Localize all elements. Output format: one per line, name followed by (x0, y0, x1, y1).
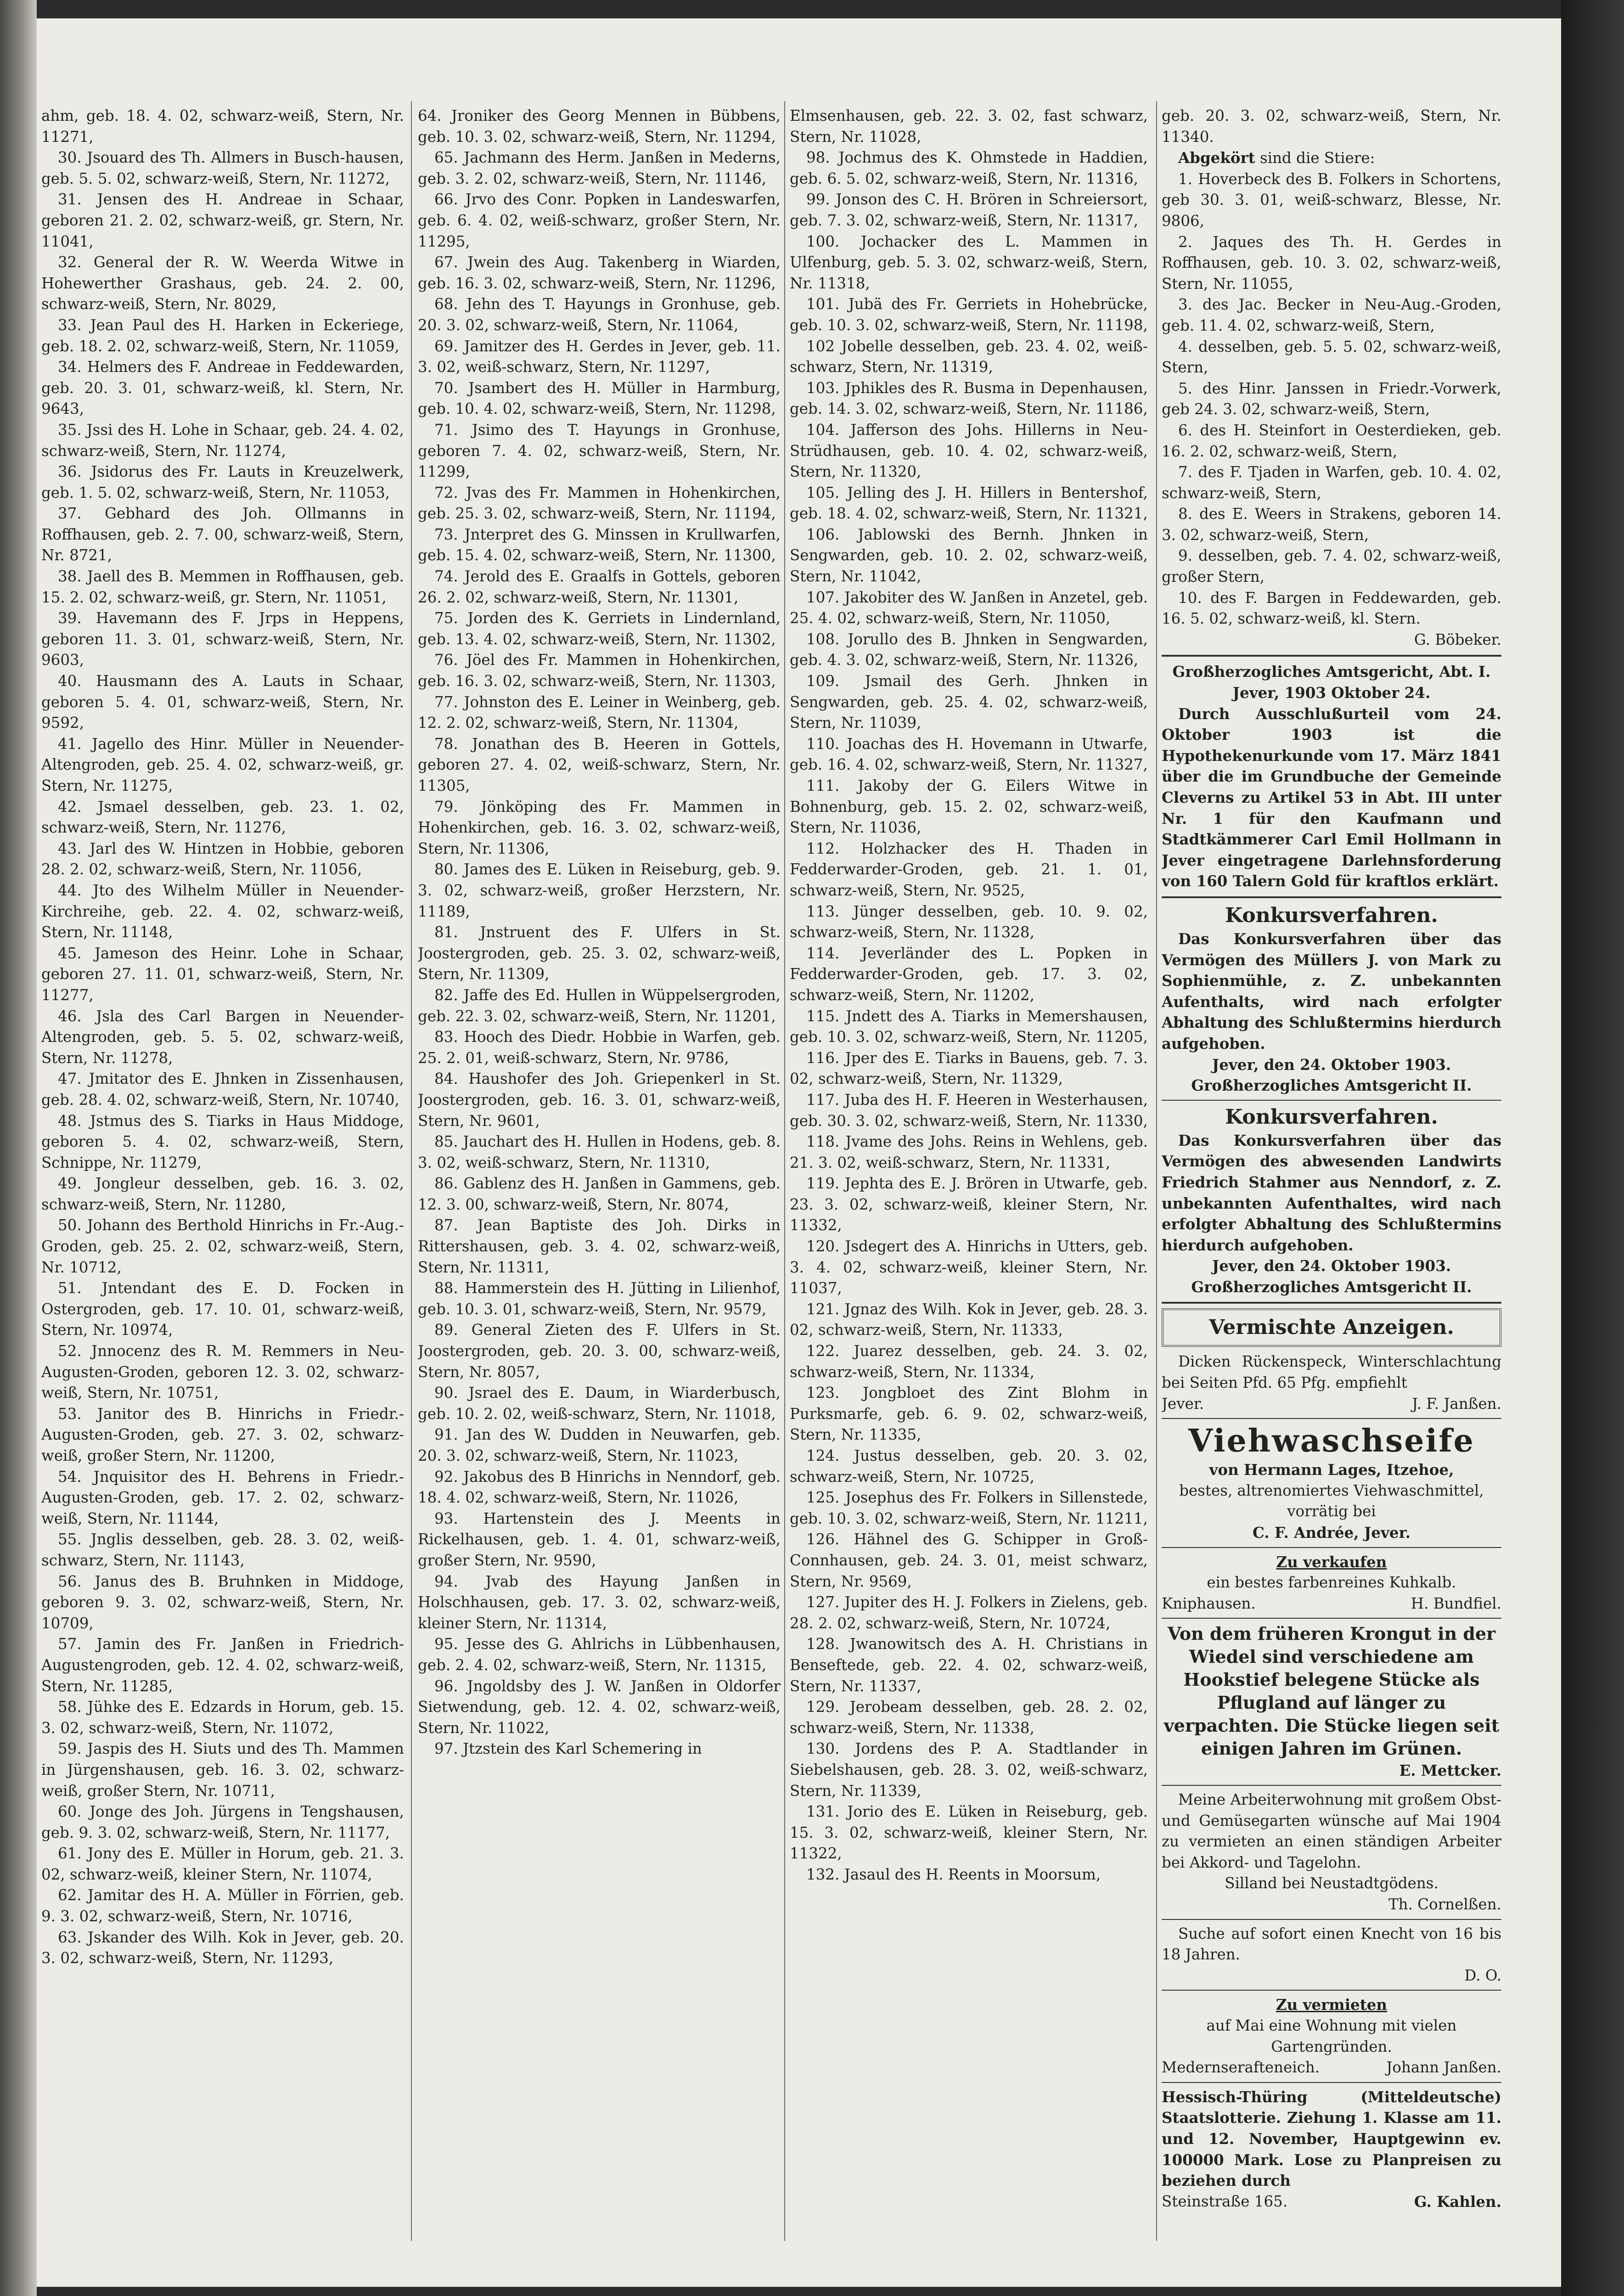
divider (1162, 1919, 1501, 1920)
list-item: 93. Hartenstein des J. Meents in Rickelhausen, geb. 1. 4. 01, schwarz-weiß, großer Stern, Nr. 9590, (418, 1509, 781, 1569)
list-item: 92. Jakobus des B Hinrichs in Nenndorf, geb. 18. 4. 02, schwarz-weiß, Stern, Nr. 11026, (418, 1468, 781, 1507)
list-item: 36. Jsidorus des Fr. Lauts in Kreuzelwerk, geb. 1. 5. 02, schwarz-weiß, Stern, Nr. 11053, (41, 463, 404, 501)
list-item: 52. Jnnocenz des R. M. Remmers in Neu-Augusten-Groden, geboren 12. 3. 02, schwarz-weiß, Stern, Nr. 10751, (41, 1342, 404, 1402)
list-item: 114. Jeverländer des L. Popken in Fedderwarder-Groden, geb. 17. 3. 02, schwarz-weiß, Stern, Nr. 11202, (790, 944, 1148, 1004)
list-item: 106. Jablowski des Bernh. Jhnken in Sengwarden, geb. 10. 2. 02, schwarz-weiß, Stern, Nr. 11042, (790, 525, 1148, 585)
list-item: 65. Jachmann des Herm. Janßen in Mederns, geb. 3. 2. 02, schwarz-weiß, Stern, Nr. 11146, (418, 149, 781, 187)
list-item: 116. Jper des E. Tiarks in Bauens, geb. 7. 3. 02, schwarz-weiß, Stern, Nr. 11329, (790, 1049, 1148, 1088)
list-item: 87. Jean Baptiste des Joh. Dirks in Rittershausen, geb. 3. 4. 02, schwarz-weiß, Stern, Nr. 11311, (418, 1216, 781, 1276)
list-item: Elmsenhausen, geb. 22. 3. 02, fast schwarz, Stern, Nr. 11028, (790, 107, 1148, 146)
konkurs-text: Das Konkursverfahren über das Vermögen des Müllers J. von Mark zu Sophienmühle, z. Z. unbekannten Aufenthalts, wird nach erfolgter Abhaltung des Schlußtermins hierdurch aufgehoben. (1162, 929, 1501, 1052)
list-item: 59. Jaspis des H. Siuts und des Th. Mammen in Jürgenshausen, geb. 16. 3. 02, schwarz-weiß, großer Stern, Nr. 10711, (41, 1740, 404, 1800)
column-rule (784, 101, 785, 2241)
list-item: 5. des Hinr. Janssen in Friedr.-Vorwerk, geb 24. 3. 02, schwarz-weiß, Stern, (1162, 379, 1501, 418)
list-item: 2. Jaques des Th. H. Gerdes in Roffhausen, geb. 10. 3. 02, schwarz-weiß, Stern, Nr. 11055, (1162, 233, 1501, 293)
column-3 (790, 106, 1148, 2236)
list-item: 77. Johnston des E. Leiner in Weinberg, geb. 12. 2. 02, schwarz-weiß, Stern, Nr. 11304, (418, 693, 781, 732)
list-item: 66. Jrvo des Conr. Popken in Landeswarfen, geb. 6. 4. 02, weiß-schwarz, großer Stern, Nr. 11295, (418, 191, 781, 250)
arbeiter-ad: Meine Arbeiterwohnung mit großem Obst- und Gemüsegarten wünsche auf Mai 1904 zu vermieten an einen ständigen Arbeiter bei Akkord- und Tagelohn. (1162, 1791, 1501, 1871)
divider (1162, 1618, 1501, 1619)
divider (1162, 1547, 1501, 1548)
verkaufen-footer (1162, 1593, 1501, 1615)
list-item: 115. Jndett des A. Tiarks in Memershausen, geb. 10. 3. 02, schwarz-weiß, Stern, Nr. 11205, (790, 1007, 1148, 1046)
list-item: 1. Hoverbeck des B. Folkers in Schortens, geb 30. 3. 01, weiß-schwarz, Blesse, Nr. 9806, (1162, 170, 1501, 230)
list-item: 54. Jnquisitor des H. Behrens in Friedr.-Augusten-Groden, geb. 17. 2. 02, schwarz-weiß, Stern, Nr. 11144, (41, 1468, 404, 1527)
vermieten-footer (1162, 2057, 1501, 2078)
konkurs-heading: Konkursverfahren. (1225, 903, 1438, 927)
entry-continuation: geb. 20. 3. 02, schwarz-weiß, Stern, Nr. 11340. (1162, 107, 1501, 146)
list-item: 128. Jwanowitsch des A. H. Christians in Benseftede, geb. 22. 4. 02, schwarz-weiß, Stern, Nr. 11337, (790, 1635, 1148, 1695)
list-item: 124. Justus desselben, geb. 20. 3. 02, schwarz-weiß, Stern, Nr. 10725, (790, 1447, 1148, 1486)
lotterie-place: Steinstraße 165. (1162, 2192, 1288, 2210)
list-item: 101. Jubä des Fr. Gerriets in Hohebrücke, geb. 10. 3. 02, schwarz-weiß, Stern, Nr. 11198, (790, 295, 1148, 334)
speck-footer (1162, 1394, 1501, 1415)
column-4 (1162, 106, 1501, 2236)
list-item: 43. Jarl des W. Hintzen in Hobbie, geboren 28. 2. 02, schwarz-weiß, Stern, Nr. 11056, (41, 839, 404, 878)
list-item: 71. Jsimo des T. Hayungs in Gronhuse, geboren 7. 4. 02, schwarz-weiß, Stern, Nr. 11299, (418, 421, 781, 481)
list-item: 58. Jühke des E. Edzards in Horum, geb. 15. 3. 02, schwarz-weiß, Stern, Nr. 11072, (41, 1698, 404, 1737)
list-item: 81. Jnstruent des F. Ulfers in St. Joostergroden, geb. 25. 3. 02, schwarz-weiß, Stern, Nr. 11309, (418, 923, 781, 983)
divider (1162, 655, 1501, 657)
list-item: 109. Jsmail des Gerh. Jhnken in Sengwarden, geb. 25. 4. 02, schwarz-weiß, Stern, Nr. 11039, (790, 672, 1148, 732)
list-item: 99. Jonson des C. H. Brören in Schreiersort, geb. 7. 3. 02, schwarz-weiß, Stern, Nr. 11317, (790, 191, 1148, 229)
divider (1162, 896, 1501, 898)
list-item: 32. General der R. W. Weerda Witwe in Hohewerther Grashaus, geb. 24. 2. 00, schwarz-weiß, Stern, Nr. 8029, (41, 253, 404, 313)
list-item: 35. Jssi des H. Lohe in Schaar, geb. 24. 4. 02, schwarz-weiß, Stern, Nr. 11274, (41, 421, 404, 460)
list-item: 117. Juba des H. F. Heeren in Westerhausen, geb. 30. 3. 02, schwarz-weiß, Stern, Nr. 11330, (790, 1091, 1148, 1130)
list-item: 84. Haushofer des Joh. Griepenkerl in St. Joostergroden, geb. 16. 3. 01, schwarz-weiß, Stern, Nr. 9601, (418, 1070, 781, 1130)
list-item: 80. James des E. Lüken in Reiseburg, geb. 9. 3. 02, schwarz-weiß, großer Herzstern, Nr. 11189, (418, 861, 781, 920)
list-item: 130. Jordens des P. A. Stadtlander in Siebelshausen, geb. 28. 3. 02, weiß-schwarz, Stern, Nr. 11339, (790, 1740, 1148, 1800)
list-item: 53. Janitor des B. Hinrichs in Friedr.-Augusten-Groden, geb. 27. 3. 02, schwarz-weiß, großer Stern, Nr. 11200, (41, 1405, 404, 1464)
list-item: 60. Jonge des Joh. Jürgens in Tengshausen, geb. 9. 3. 02, schwarz-weiß, Stern, Nr. 11177, (41, 1803, 404, 1841)
list-item: 72. Jvas des Fr. Mammen in Hohenkirchen, geb. 25. 3. 02, schwarz-weiß, Stern, Nr. 11194, (418, 484, 781, 523)
list-item: 129. Jerobeam desselben, geb. 28. 2. 02, schwarz-weiß, Stern, Nr. 11338, (790, 1698, 1148, 1737)
list-item: 112. Holzhacker des H. Thaden in Fedderwarder-Groden, geb. 21. 1. 01, schwarz-weiß, Stern, Nr. 9525, (790, 839, 1148, 899)
vermieten-sign: Johann Janßen. (1386, 2059, 1501, 2077)
stiere-list (1162, 169, 1501, 630)
list-item: 38. Jaell des B. Memmen in Roffhausen, geb. 15. 2. 02, schwarz-weiß, gr. Stern, Nr. 11051, (41, 568, 404, 606)
list-item: 85. Jauchart des H. Hullen in Hodens, geb. 8. 3. 02, weiß-schwarz, Stern, Nr. 11310, (418, 1133, 781, 1171)
list-item: 56. Janus des B. Bruhnken in Middoge, geboren 9. 3. 02, schwarz-weiß, Stern, Nr. 10709, (41, 1572, 404, 1632)
list-item: 110. Joachas des H. Hovemann in Utwarfe, geb. 16. 4. 02, schwarz-weiß, Stern, Nr. 11327, (790, 735, 1148, 774)
list-item: 42. Jsmael desselben, geb. 23. 1. 02, schwarz-weiß, Stern, Nr. 11276, (41, 798, 404, 837)
list-item: 90. Jsrael des E. Daum, in Wiarderbusch, geb. 10. 2. 02, weiß-schwarz, Stern, Nr. 11018, (418, 1384, 781, 1423)
list-item: 7. des F. Tjaden in Warfen, geb. 10. 4. 02, schwarz-weiß, Stern, (1162, 463, 1501, 502)
list-item: 122. Juarez desselben, geb. 24. 3. 02, schwarz-weiß, Stern, Nr. 11334, (790, 1342, 1148, 1381)
list-item: 47. Jmitator des E. Jhnken in Zissenhausen, geb. 28. 4. 02, schwarz-weiß, Stern, Nr. 10740, (41, 1070, 404, 1109)
speck-sign: J. F. Janßen. (1412, 1395, 1501, 1412)
list-item: 102 Jobelle desselben, geb. 23. 4. 02, weiß-schwarz, Stern, Nr. 11319, (790, 337, 1148, 376)
vermischte-anzeigen-box: Vermischte Anzeigen. (1162, 1308, 1501, 1347)
divider (1162, 1990, 1501, 1991)
list-item: 50. Johann des Berthold Hinrichs in Fr.-Aug.-Groden, geb. 25. 2. 02, schwarz-weiß, Stern, Nr. 10712, (41, 1216, 404, 1276)
lotterie-ad: Hessisch-Thüring (Mitteldeutsche) Staatslotterie. Ziehung 1. Klasse am 11. und 12. November, Hauptgewinn ev. 100000 Mark. Lose zu Planpreisen zu beziehen durch (1162, 2088, 1501, 2190)
signer: G. Böbeker. (1414, 630, 1501, 648)
list-item: 123. Jongbloet des Zint Blohm in Purksmarfe, geb. 6. 9. 02, schwarz-weiß, Stern, Nr. 11335, (790, 1384, 1148, 1444)
knecht-sign: D. O. (1464, 1966, 1501, 1984)
abgekoert-heading: Abgekört (1178, 149, 1255, 167)
column-1 (41, 106, 404, 2236)
list-item: 98. Jochmus des K. Ohmstede in Haddien, geb. 6. 5. 02, schwarz-weiß, Stern, Nr. 11316, (790, 149, 1148, 187)
arbeiter-place: Silland bei Neustadtgödens. (1225, 1874, 1439, 1892)
vermieten-place: Medernserafteneich. (1162, 2059, 1320, 2077)
book-spine (0, 0, 37, 2296)
list-item: 3. des Jac. Becker in Neu-Aug.-Groden, geb. 11. 4. 02, schwarz-weiß, Stern, (1162, 296, 1501, 334)
list-item: 51. Jntendant des E. D. Focken in Ostergroden, geb. 17. 10. 01, schwarz-weiß, Stern, Nr. 10974, (41, 1279, 404, 1339)
list-item: 79. Jönköping des Fr. Mammen in Hohenkirchen, geb. 16. 3. 02, schwarz-weiß, Stern, Nr. 11306, (418, 798, 781, 857)
list-item: 74. Jerold des E. Graalfs in Gottels, geboren 26. 2. 02, schwarz-weiß, Stern, Nr. 11301, (418, 568, 781, 606)
konkurs-heading: Konkursverfahren. (1225, 1105, 1438, 1129)
lotterie-sign: G. Kahlen. (1414, 2192, 1501, 2211)
verkaufen-place: Kniphausen. (1162, 1594, 1256, 1612)
list-item: 127. Jupiter des H. J. Folkers in Zielens, geb. 28. 2. 02, schwarz-weiß, Stern, Nr. 10724, (790, 1593, 1148, 1632)
list-item: 64. Jroniker des Georg Mennen in Bübbens, geb. 10. 3. 02, schwarz-weiß, Stern, Nr. 11294, (418, 107, 781, 146)
list-item: 88. Hammerstein des H. Jütting in Lilienhof, geb. 10. 3. 01, schwarz-weiß, Stern, Nr. 9579, (418, 1279, 781, 1318)
list-item: 78. Jonathan des B. Heeren in Gottels, geboren 27. 4. 02, weiß-schwarz, Stern, Nr. 11305, (418, 735, 781, 794)
list-item: 30. Jsouard des Th. Allmers in Busch-hausen, geb. 5. 5. 02, schwarz-weiß, Stern, Nr. 11272, (41, 149, 404, 187)
list-item: 83. Hooch des Diedr. Hobbie in Warfen, geb. 25. 2. 01, weiß-schwarz, Stern, Nr. 9786, (418, 1028, 781, 1067)
list-item: 68. Jehn des T. Hayungs in Gronhuse, geb. 20. 3. 02, schwarz-weiß, Stern, Nr. 11064, (418, 295, 781, 334)
list-item: 125. Josephus des Fr. Folkers in Sillenstede, geb. 10. 3. 02, schwarz-weiß, Stern, Nr. 11211, (790, 1489, 1148, 1527)
konkurs-date: Jever, den 24. Oktober 1903. (1212, 1055, 1451, 1074)
abgekoert-intro (1162, 147, 1501, 169)
list-item: 132. Jasaul des H. Reents in Moorsum, (806, 1865, 1101, 1883)
list-item: ahm, geb. 18. 4. 02, schwarz-weiß, Stern, Nr. 11271, (41, 107, 404, 146)
speck-place: Jever. (1162, 1395, 1204, 1412)
amt-date: Jever, 1903 Oktober 24. (1232, 684, 1431, 702)
list-item: 67. Jwein des Aug. Takenberg in Wiarden, geb. 16. 3. 02, schwarz-weiß, Stern, Nr. 11296, (418, 253, 781, 292)
list-item: 131. Jorio des E. Lüken in Reiseburg, geb. 15. 3. 02, schwarz-weiß, kleiner Stern, Nr. 11322, (790, 1803, 1148, 1863)
konkurs-sign: Großherzogliches Amtsgericht II. (1191, 1277, 1472, 1296)
list-item: 113. Jünger desselben, geb. 10. 9. 02, schwarz-weiß, Stern, Nr. 11328, (790, 902, 1148, 941)
list-item: 61. Jony des E. Müller in Horum, geb. 21. 3. 02, schwarz-weiß, kleiner Stern, Nr. 11074, (41, 1845, 404, 1883)
list-item: 70. Jsambert des H. Müller in Harmburg, geb. 10. 4. 02, schwarz-weiß, Stern, Nr. 11298, (418, 379, 781, 418)
divider (1162, 1785, 1501, 1786)
divider (1162, 2082, 1501, 2083)
verkaufen-sign: H. Bundfiel. (1410, 1594, 1501, 1612)
list-item: 121. Jgnaz des Wilh. Kok in Jever, geb. 28. 3. 02, schwarz-weiß, Stern, Nr. 11333, (790, 1300, 1148, 1339)
list-item: 118. Jvame des Johs. Reins in Wehlens, geb. 21. 3. 02, weiß-schwarz, Stern, Nr. 11331, (790, 1133, 1148, 1171)
list-item: 100. Jochacker des L. Mammen in Ulfenburg, geb. 5. 3. 02, schwarz-weiß, Stern, Nr. 11318, (790, 232, 1148, 292)
list-item: 104. Jafferson des Johs. Hillerns in Neu-Strüdhausen, geb. 10. 4. 02, schwarz-weiß, Stern, Nr. 11320, (790, 421, 1148, 481)
list-item: 10. des F. Bargen in Feddewarden, geb. 16. 5. 02, schwarz-weiß, kl. Stern. (1162, 589, 1501, 628)
list-item: 31. Jensen des H. Andreae in Schaar, geboren 21. 2. 02, schwarz-weiß, gr. Stern, Nr. 11041, (41, 191, 404, 250)
seife-heading: Viehwaschseife (1188, 1423, 1475, 1460)
krongut-ad: Von dem früheren Krongut in der Wiedel sind verschiedene am Hookstief belegene Stücke als Pflugland auf länger zu verpachten. Die Stücke liegen seit einigen Jahren im Grünen. (1163, 1623, 1500, 1759)
knecht-ad: Suche auf sofort einen Knecht von 16 bis 18 Jahren. (1162, 1925, 1501, 1964)
konkurs-date: Jever, den 24. Oktober 1903. (1212, 1257, 1451, 1275)
list-item: 9. desselben, geb. 7. 4. 02, schwarz-weiß, großer Stern, (1162, 547, 1501, 586)
divider (1162, 1100, 1501, 1101)
seife-by: von Hermann Lages, Itzehoe, (1209, 1461, 1454, 1479)
list-item: 39. Havemann des F. Jrps in Heppens, geboren 11. 3. 01, schwarz-weiß, Stern, Nr. 9603, (41, 609, 404, 669)
list-item: 105. Jelling des J. H. Hillers in Bentershof, geb. 18. 4. 02, schwarz-weiß, Stern, Nr. 11321, (790, 484, 1148, 523)
arbeiter-sign: Th. Cornelßen. (1388, 1895, 1501, 1913)
list-item: 49. Jongleur desselben, geb. 16. 3. 02, schwarz-weiß, Stern, Nr. 11280, (41, 1175, 404, 1213)
list-item: 120. Jsdegert des A. Hinrichs in Utters, geb. 3. 4. 02, schwarz-weiß, kleiner Stern, Nr. 11037, (790, 1238, 1148, 1297)
list-item: 4. desselben, geb. 5. 5. 02, schwarz-weiß, Stern, (1162, 338, 1501, 377)
vermieten-heading: Zu vermieten (1276, 1996, 1388, 2014)
list-item: 63. Jskander des Wilh. Kok in Jever, geb. 20. 3. 02, schwarz-weiß, Stern, Nr. 11293, (41, 1928, 404, 1967)
list-item: 8. des E. Weers in Strakens, geboren 14. 3. 02, schwarz-weiß, Stern, (1162, 505, 1501, 544)
konkurs-text: Das Konkursverfahren über das Vermögen des abwesenden Landwirts Friedrich Stahmer aus Nenndorf, z. Z. unbekannten Aufenthaltes, wird nach erfolgter Abhaltung des Schlußtermins hierdurch aufgehoben. (1162, 1131, 1501, 1254)
list-item: 46. Jsla des Carl Bargen in Neuender-Altengroden, geb. 5. 5. 02, schwarz-weiß, Stern, Nr. 11278, (41, 1007, 404, 1067)
list-item: 96. Jngoldsby des J. W. Janßen in Oldorfer Sietwendung, geb. 12. 4. 02, schwarz-weiß, Stern, Nr. 11022, (418, 1677, 781, 1737)
column-rule (1156, 101, 1157, 2241)
list-item: 57. Jamin des Fr. Janßen in Friedrich-Augustengroden, geb. 12. 4. 02, schwarz-weiß, Stern, Nr. 11285, (41, 1635, 404, 1695)
amt-heading: Großherzogliches Amtsgericht, Abt. I. (1172, 663, 1491, 681)
list-item: 91. Jan des W. Dudden in Neuwarfen, geb. 20. 3. 02, schwarz-weiß, Stern, Nr. 11023, (418, 1426, 781, 1464)
column-rule (411, 101, 412, 2241)
seife-desc: bestes, altrenomiertes Viehwaschmittel, vorrätig bei (1179, 1481, 1484, 1520)
speck-ad: Dicken Rückenspeck, Winterschlachtung bei Seiten Pfd. 65 Pfg. empfiehlt (1162, 1353, 1501, 1392)
list-item: 82. Jaffe des Ed. Hullen in Wüppelsergroden, geb. 22. 3. 02, schwarz-weiß, Stern, Nr. 11201, (418, 986, 781, 1025)
list-item: 107. Jakobiter des W. Janßen in Anzetel, geb. 25. 4. 02, schwarz-weiß, Stern, Nr. 11050, (790, 588, 1148, 627)
list-item: 73. Jnterpret des G. Minssen in Krullwarfen, geb. 15. 4. 02, schwarz-weiß, Stern, Nr. 11300, (418, 525, 781, 564)
list-item: 44. Jto des Wilhelm Müller in Neuender-Kirchreihe, geb. 22. 4. 02, schwarz-weiß, Stern, Nr. 11148, (41, 881, 404, 941)
list-item: 6. des H. Steinfort in Oesterdieken, geb. 16. 2. 02, schwarz-weiß, Stern, (1162, 421, 1501, 460)
list-item: 34. Helmers des F. Andreae in Feddewarden, geb. 20. 3. 01, schwarz-weiß, kl. Stern, Nr. 9643, (41, 358, 404, 418)
list-item: 33. Jean Paul des H. Harken in Eckeriege, geb. 18. 2. 02, schwarz-weiß, Stern, Nr. 11059, (41, 316, 404, 355)
abgekoert-text: sind die Stiere: (1255, 149, 1375, 167)
list-item: 55. Jnglis desselben, geb. 28. 3. 02, weiß-schwarz, Stern, Nr. 11143, (41, 1531, 404, 1569)
divider (1162, 1302, 1501, 1304)
lotterie-footer (1162, 2191, 1501, 2212)
vermieten-text: auf Mai eine Wohnung mit vielen Gartengründen. (1206, 2016, 1457, 2055)
seife-seller: C. F. Andrée, Jever. (1252, 1524, 1411, 1542)
amt-text: Durch Ausschlußurteil vom 24. Oktober 1903 ist die Hypothekenurkunde vom 17. März 1841 über die im Grundbuche der Gemeinde Cleverns zu Artikel 53 in Abt. III unter Nr. 1 für den Kaufmann und Stadtkämmerer Carl Emil Hollmann in Jever eingetragene Darlehnsforderung von 160 Talern Gold für kraftlos erklärt. (1162, 704, 1501, 890)
list-item: 45. Jameson des Heinr. Lohe in Schaar, geboren 27. 11. 01, schwarz-weiß, Stern, Nr. 11277, (41, 944, 404, 1004)
list-item: 97. Jtzstein des Karl Schemering in (434, 1740, 702, 1758)
list-item: 48. Jstmus des S. Tiarks in Haus Middoge, geboren 5. 4. 02, schwarz-weiß, Stern, Schnippe, Nr. 11279, (41, 1112, 404, 1171)
list-item: 41. Jagello des Hinr. Müller in Neuender-Altengroden, geb. 25. 4. 02, schwarz-weiß, gr. Stern, Nr. 11275, (41, 735, 404, 794)
konkurs-sign: Großherzogliches Amtsgericht II. (1191, 1076, 1472, 1095)
list-item: 40. Hausmann des A. Lauts in Schaar, geboren 5. 4. 01, schwarz-weiß, Stern, Nr. 9592, (41, 672, 404, 732)
list-item: 94. Jvab des Hayung Janßen in Holschhausen, geb. 17. 3. 02, schwarz-weiß, kleiner Stern, Nr. 11314, (418, 1572, 781, 1632)
verkaufen-text: ein bestes farbenreines Kuhkalb. (1207, 1574, 1456, 1592)
list-item: 86. Gablenz des H. Janßen in Gammens, geb. 12. 3. 00, schwarz-weiß, Stern, Nr. 8074, (418, 1175, 781, 1213)
verkaufen-heading: Zu verkaufen (1276, 1553, 1387, 1571)
list-item: 62. Jamitar des H. A. Müller in Förrien, geb. 9. 3. 02, schwarz-weiß, Stern, Nr. 10716, (41, 1886, 404, 1925)
list-item: 126. Hähnel des G. Schipper in Groß-Connhausen, geb. 24. 3. 01, meist schwarz, Stern, Nr. 9569, (790, 1531, 1148, 1590)
list-item: 103. Jphikles des R. Busma in Depenhausen, geb. 14. 3. 02, schwarz-weiß, Stern, Nr. 11186, (790, 379, 1148, 418)
list-item: 69. Jamitzer des H. Gerdes in Jever, geb. 11. 3. 02, weiß-schwarz, Stern, Nr. 11297, (418, 337, 781, 376)
scan-edge (1561, 0, 1624, 2296)
list-item: 75. Jorden des K. Gerriets in Lindernland, geb. 13. 4. 02, schwarz-weiß, Stern, Nr. 11302, (418, 609, 781, 648)
list-item: 111. Jakoby der G. Eilers Witwe in Bohnenburg, geb. 15. 2. 02, schwarz-weiß, Stern, Nr. 11036, (790, 777, 1148, 837)
list-item: 108. Jorullo des B. Jhnken in Sengwarden, geb. 4. 3. 02, schwarz-weiß, Stern, Nr. 11326, (790, 630, 1148, 669)
list-item: 76. Jöel des Fr. Mammen in Hohenkirchen, geb. 16. 3. 02, schwarz-weiß, Stern, Nr. 11303, (418, 651, 781, 690)
list-item: 89. General Zieten des F. Ulfers in St. Joostergroden, geb. 20. 3. 00, schwarz-weiß, Stern, Nr. 8057, (418, 1321, 781, 1381)
list-item: 119. Jephta des E. J. Brören in Utwarfe, geb. 23. 3. 02, schwarz-weiß, kleiner Stern, Nr. 11332, (790, 1175, 1148, 1234)
krongut-sign: E. Mettcker. (1399, 1761, 1501, 1780)
list-item: 37. Gebhard des Joh. Ollmanns in Roffhausen, geb. 2. 7. 00, schwarz-weiß, Stern, Nr. 8721, (41, 505, 404, 564)
column-2 (418, 106, 781, 2236)
list-item: 95. Jesse des G. Ahlrichs in Lübbenhausen, geb. 2. 4. 02, schwarz-weiß, Stern, Nr. 11315, (418, 1635, 781, 1674)
divider (1162, 1418, 1501, 1419)
